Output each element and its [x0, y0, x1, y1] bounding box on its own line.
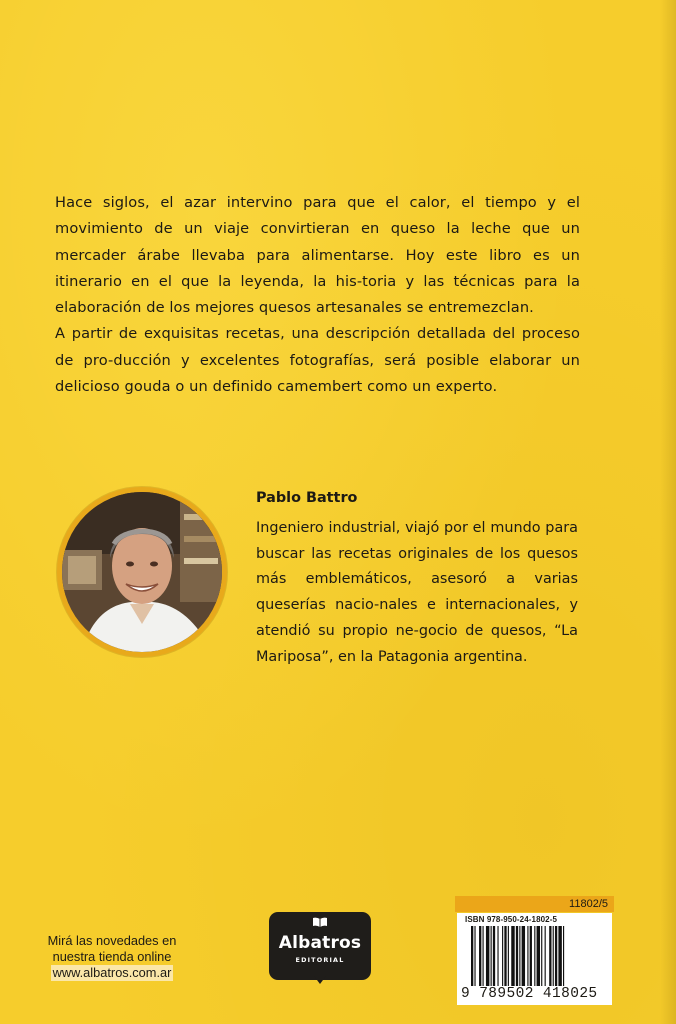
publisher-logo	[269, 912, 371, 988]
synopsis-paragraph-2: A partir de exquisitas recetas, una descripción detallada del proceso de pro-ducción y excelentes fotografías, será posible elaborar un delicioso gouda o un definido camembert como un experto.	[55, 325, 580, 396]
product-code-strip	[455, 896, 614, 912]
author-section	[256, 486, 578, 671]
isbn-label: ISBN 978-950-24-1802-5	[465, 915, 558, 924]
online-line-2: nuestra tienda online	[52, 949, 172, 964]
author-photo-frame	[57, 487, 227, 657]
store-url[interactable]: www.albatros.com.ar	[52, 965, 172, 980]
online-line-1: Mirá las novedades en	[47, 933, 177, 948]
logo-notch	[314, 976, 326, 984]
product-code: 11802/5	[569, 898, 608, 910]
barcode-digits: 9 789502 418025	[461, 986, 598, 1002]
barcode-bars	[471, 926, 606, 989]
publisher-name: Albatros	[278, 933, 362, 953]
online-store-notice	[36, 933, 188, 981]
author-bio: Ingeniero industrial, viajó por el mundo para buscar las recetas originales de los quesos más emblemáticos, asesoró a varias queserías nacio-nales e internacionales, y atendió su propio ne-gocio de quesos, “La Mariposa”, en la Patagonia argentina.	[256, 519, 578, 665]
author-photo	[62, 492, 222, 652]
book-synopsis	[55, 190, 580, 400]
open-book-icon	[313, 917, 327, 927]
isbn-barcode	[457, 913, 612, 1005]
spine-shadow	[660, 0, 676, 1024]
author-name: Pablo Battro	[256, 490, 358, 506]
synopsis-paragraph-1: Hace siglos, el azar intervino para que el calor, el tiempo y el movimiento de un viaje convirtieran en queso la leche que un mercader árabe llevaba para alimentarse. Hoy este libro es un itinerario en el que la leyenda, la his-toria y las técnicas para la elaboración de los mejores quesos artesanales se entremezclan.	[55, 194, 580, 317]
publisher-subtitle: EDITORIAL	[295, 956, 345, 964]
